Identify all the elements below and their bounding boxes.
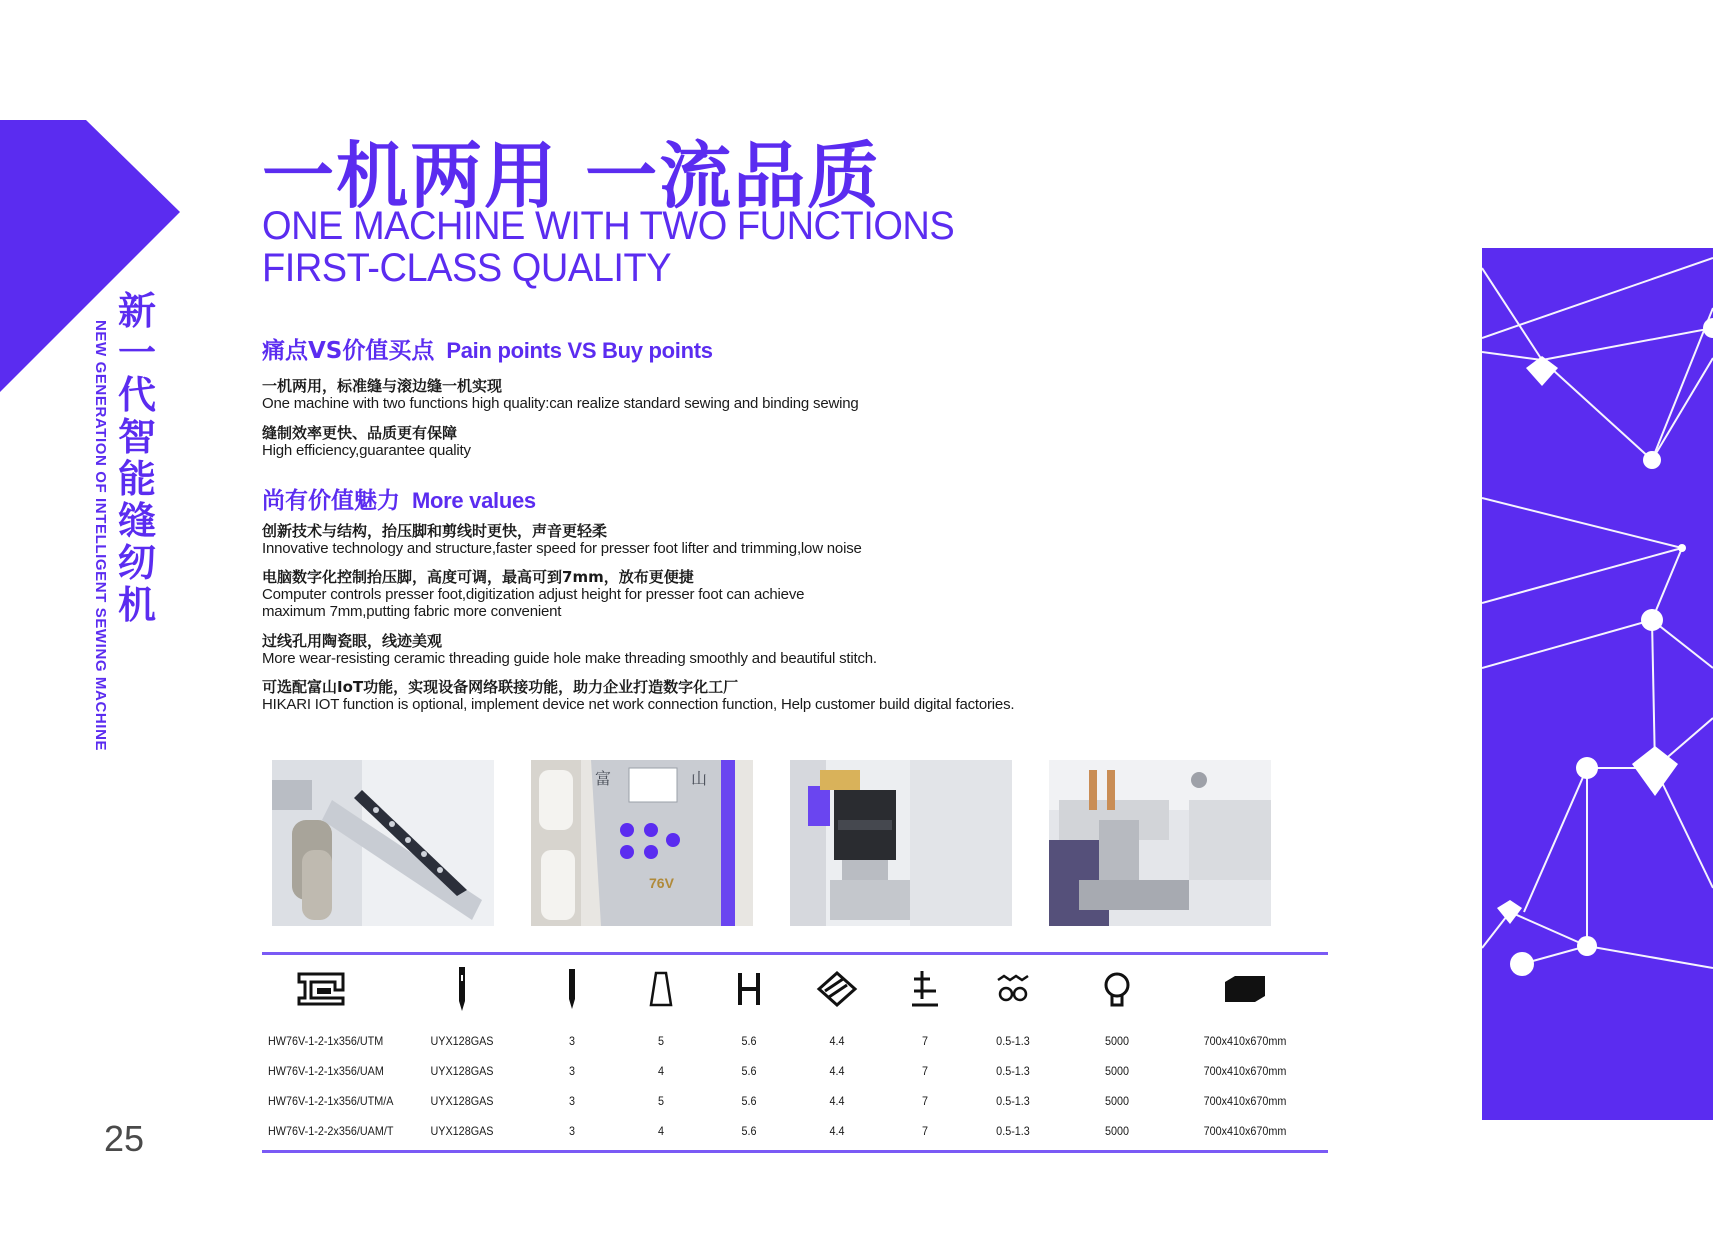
photo-control-panel [531, 760, 753, 926]
headline-en [262, 205, 954, 289]
photo-thread-guide [272, 760, 494, 926]
item-cn: 一机两用，标准缝与滚边缝一机实现 [262, 377, 503, 395]
spec-rows [262, 1026, 1328, 1146]
spec-cell: 7 [921, 1034, 929, 1048]
spec-cell: 4.4 [829, 1064, 845, 1078]
item-en: Computer controls presser foot,digitization adjust height for presser foot can achieve [262, 586, 805, 603]
side-title-char: 纫 [117, 541, 156, 585]
thread-cone-icon [602, 971, 720, 1007]
side-title-char: 智 [117, 415, 156, 459]
headline-cn: 一机两用 一流品质 [262, 134, 882, 218]
spec-cell: HW76V-1-2-2x356/UAM/T [268, 1124, 394, 1138]
section-heading-en: More values [412, 488, 536, 513]
side-title-char: 一 [117, 331, 156, 375]
spec-cell: 5.6 [741, 1124, 757, 1138]
item-cn: 创新技术与结构，抬压脚和剪线时更快，声音更轻柔 [262, 522, 608, 540]
value-item [262, 632, 877, 667]
spec-table [262, 960, 1328, 1146]
photo-presser-foot [1049, 760, 1271, 926]
item-en: One machine with two functions high quality:can realize standard sewing and binding sewing [262, 395, 859, 412]
side-title-char: 机 [117, 583, 156, 627]
spec-cell: 700x410x670mm [1203, 1034, 1287, 1048]
side-title-cn [112, 290, 162, 626]
pain-item [262, 424, 471, 459]
spec-cell: 3 [568, 1094, 576, 1108]
item-en: HIKARI IOT function is optional, implement device net work connection function, Help customer build digital factories. [262, 696, 1015, 713]
right-decor-panel [1482, 248, 1713, 1120]
sewing-machine-icon [262, 970, 382, 1008]
spec-cell: UYX128GAS [430, 1064, 494, 1078]
stitch-length-icon [954, 974, 1072, 1004]
spec-cell: 5000 [1104, 1064, 1130, 1078]
item-en: More wear-resisting ceramic threading guide hole make threading smoothly and beautiful stitch. [262, 650, 877, 667]
spec-cell: 0.5-1.3 [996, 1094, 1030, 1108]
item-cn: 可选配富山IoT功能，实现设备网络联接功能，助力企业打造数字化工厂 [262, 678, 739, 696]
differential-feed-icon [778, 969, 896, 1009]
spec-cell: UYX128GAS [430, 1034, 494, 1048]
spec-cell: 0.5-1.3 [996, 1124, 1030, 1138]
value-item [262, 678, 1014, 713]
section-heading-cn: 尚有价值魅力 [262, 488, 400, 514]
section-heading-en: Pain points VS Buy points [446, 338, 713, 363]
spec-row [262, 1026, 1328, 1056]
spec-cell: 4.4 [829, 1034, 845, 1048]
spec-cell: 700x410x670mm [1203, 1094, 1287, 1108]
item-cn: 过线孔用陶瓷眼，线迹美观 [262, 632, 443, 650]
spec-cell: 5 [657, 1094, 665, 1108]
spec-cell: 7 [921, 1124, 929, 1138]
spec-cell: 3 [568, 1064, 576, 1078]
spec-cell: 700x410x670mm [1203, 1064, 1287, 1078]
value-item [262, 522, 862, 557]
spec-cell: 4 [657, 1124, 665, 1138]
headline-en-line: FIRST-CLASS QUALITY [262, 246, 672, 290]
headline-en-line: ONE MACHINE WITH TWO FUNCTIONS [262, 204, 955, 248]
spec-cell: 4.4 [829, 1094, 845, 1108]
table-top-rule [262, 952, 1328, 955]
table-bottom-rule [262, 1150, 1328, 1153]
spec-row [262, 1086, 1328, 1116]
spec-cell: 4 [657, 1064, 665, 1078]
spec-cell: 4.4 [829, 1124, 845, 1138]
spec-row [262, 1116, 1328, 1146]
spec-icon-row [262, 960, 1328, 1018]
spec-cell: UYX128GAS [430, 1124, 494, 1138]
spec-cell: HW76V-1-2-1x356/UTM/A [268, 1094, 394, 1108]
spec-cell: 3 [568, 1124, 576, 1138]
spec-cell: 5000 [1104, 1124, 1130, 1138]
presser-foot-height-icon [896, 969, 954, 1009]
spec-cell: 3 [568, 1034, 576, 1048]
side-title-en: NEW GENERATION OF INTELLIGENT SEWING MACHINE [92, 320, 109, 752]
speed-icon [1072, 971, 1162, 1007]
spec-cell: 5.6 [741, 1094, 757, 1108]
photo-brand-right: 山 [691, 769, 708, 788]
value-item [262, 568, 804, 620]
spec-cell: 0.5-1.3 [996, 1034, 1030, 1048]
item-cn: 缝制效率更快、品质更有保障 [262, 424, 458, 442]
spec-cell: 5 [657, 1034, 665, 1048]
pain-item [262, 377, 859, 412]
package-size-icon [1162, 974, 1328, 1004]
page-number: 25 [104, 1118, 145, 1159]
side-title-char: 新 [117, 289, 156, 333]
side-title-char: 代 [117, 373, 156, 417]
photo-model-label: 76V [649, 875, 674, 891]
spec-cell: 5000 [1104, 1034, 1130, 1048]
item-en: Innovative technology and structure,faster speed for presser foot lifter and trimming,low noise [262, 540, 862, 557]
spec-row [262, 1056, 1328, 1086]
spec-cell: HW76V-1-2-1x356/UAM [268, 1064, 384, 1078]
item-en: High efficiency,guarantee quality [262, 442, 471, 459]
spec-cell: 700x410x670mm [1203, 1124, 1287, 1138]
side-title-char: 缝 [117, 499, 156, 543]
network-constellation-graphic [1482, 248, 1713, 1120]
needle-count-icon [542, 969, 602, 1009]
section-heading-cn: 痛点VS价值买点 [262, 338, 435, 364]
photo-stepper-motor [790, 760, 1012, 926]
section-pain-points-heading [262, 332, 713, 365]
item-en: maximum 7mm,putting fabric more convenient [262, 603, 562, 620]
spec-cell: 5.6 [741, 1034, 757, 1048]
needle-type-icon [382, 967, 542, 1011]
spec-cell: 5.6 [741, 1064, 757, 1078]
spec-cell: UYX128GAS [430, 1094, 494, 1108]
spec-cell: 0.5-1.3 [996, 1064, 1030, 1078]
photo-brand-left: 富 [595, 769, 612, 788]
spec-cell: 5000 [1104, 1094, 1130, 1108]
side-title-char: 能 [117, 457, 156, 501]
spec-cell: HW76V-1-2-1x356/UTM [268, 1034, 384, 1048]
spec-cell: 7 [921, 1064, 929, 1078]
section-more-values-heading [262, 482, 536, 515]
stitch-width-icon [720, 971, 778, 1007]
item-cn: 电脑数字化控制抬压脚，高度可调，最高可到7mm，放布更便捷 [262, 568, 694, 586]
spec-cell: 7 [921, 1094, 929, 1108]
